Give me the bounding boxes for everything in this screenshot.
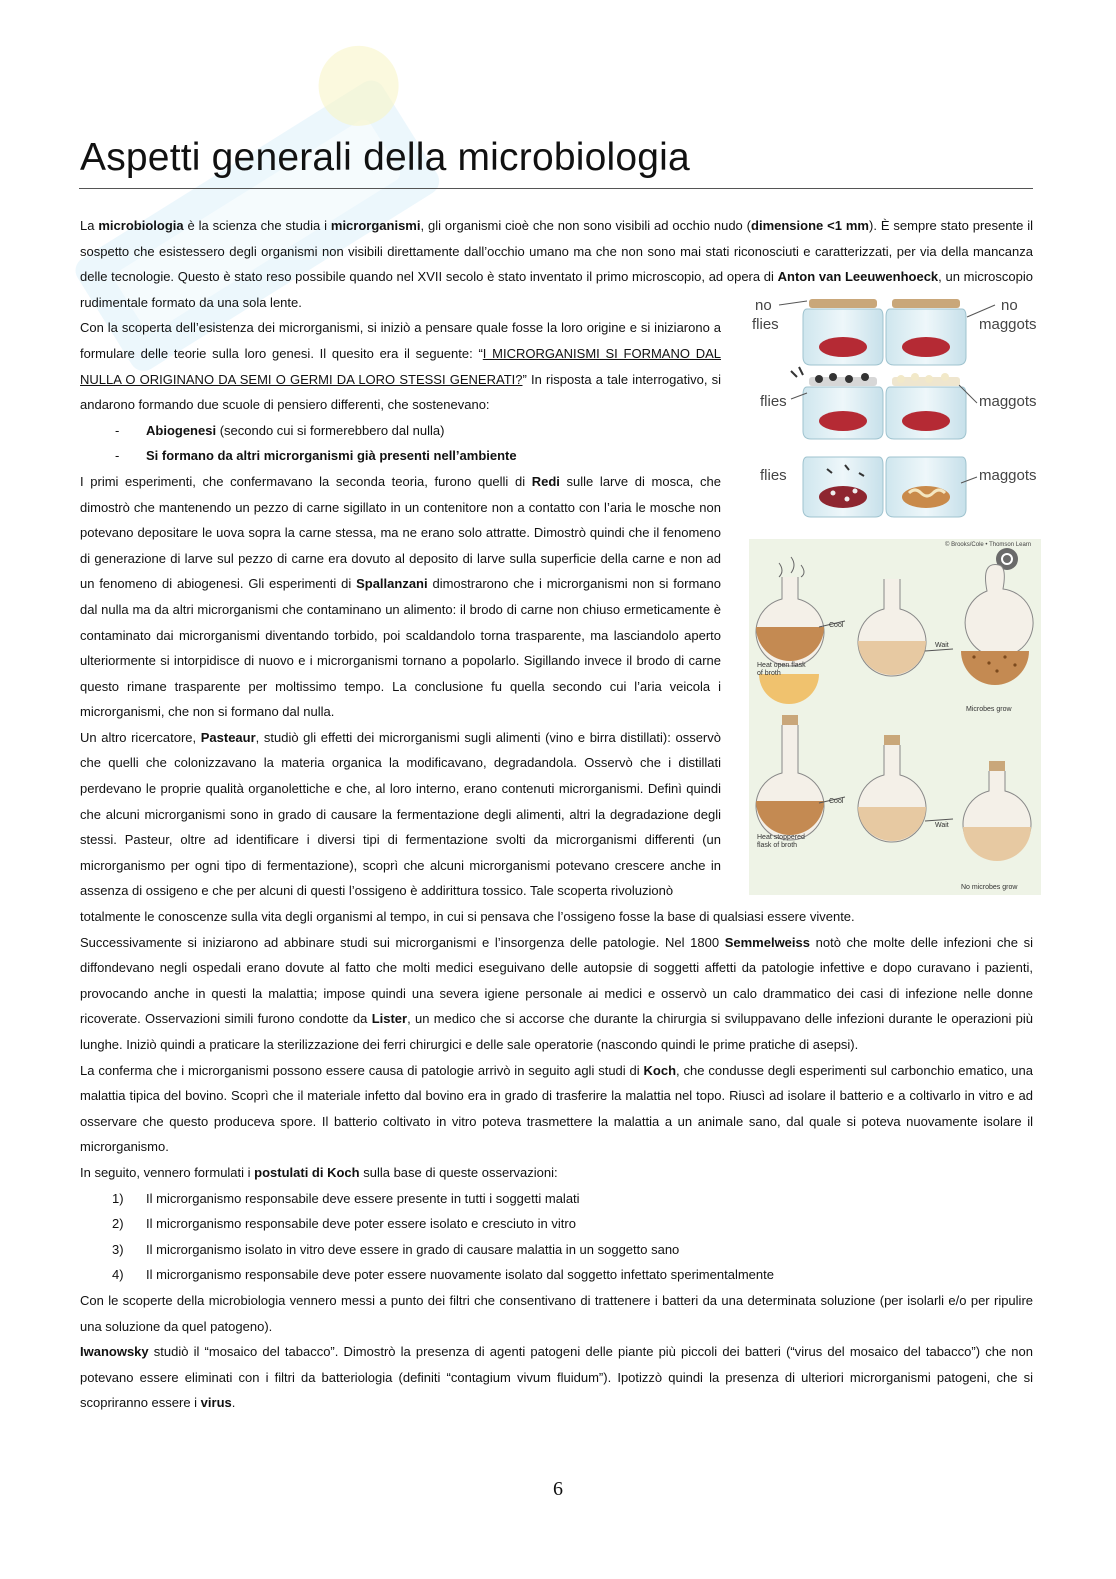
paragraph [80, 1160, 1033, 1186]
text-run: notò che molte delle infezioni che si diffondevano negli ospedali erano dovute al fatto che molti medici eseguivano delle autopsie di soggetti affetti da patologie infettive e dopo curavano i pazienti, provocando anche in questi la malattia; impose quindi una severa igiene personale ai medici e osservò un calo drammatico dei casi di infezione nelle donne ricoverate. Osservazioni simili furono condotte da [80, 934, 1033, 1027]
label-wait: Wait [935, 822, 949, 829]
paragraph [80, 315, 721, 417]
label-cool: Cool [829, 622, 844, 629]
text-run: Con le scoperte della microbiologia vennero messi a punto dei filtri che consentivano di trattenere i batteri da una determinata soluzione (per isolarli e/o per ripulire una soluzione da quel patogeno). [80, 1292, 1033, 1334]
paragraph [80, 1339, 1033, 1416]
bold-term: Pasteaur [200, 729, 256, 745]
bold-term: Abiogenesi [146, 422, 217, 438]
text-run: totalmente le conoscenze sulla vita degli organismi al tempo, in cui si pensava che l’ossigeno fosse la base di qualsiasi essere vivente. [80, 909, 855, 925]
label-no-maggots: no [1001, 297, 1018, 314]
text-run: studiò il “mosaico del tabacco”. Dimostrò la presenza di agenti patogeni delle piante più piccoli dei batteri (“virus del mosaico del tabacco”) che non potevano essere eliminati con i filtri da batteriologia (definiti “contagium vivum fluidum”). Ipotizzò quindi la presenza di ulteriori microrganismi patogeni, che si scopriranno essere i [80, 1344, 1033, 1411]
text-run: ” In risposta a tale interrogativo, si andarono formando due scuole di pensiero differenti, che sostenevano: [80, 371, 721, 413]
label-no-flies: no [755, 297, 772, 314]
bold-term: Lister [371, 1011, 408, 1027]
label-microbes-grow: Microbes grow [966, 706, 1012, 713]
pasteur-experiment-figure [749, 539, 1041, 895]
jar-row-open-flies [791, 367, 966, 439]
underlined-text: I MICRORGANISMI SI FORMANO DAL NULLA O ORIGINANO DA SEMI O GERMI DA LORO STESSI GENERATI? [80, 345, 721, 387]
label-heat-open-flask: of broth [757, 670, 781, 677]
paragraph [80, 930, 1033, 1058]
label-no-flies: flies [752, 316, 779, 333]
page-title: Aspetti generali della microbiologia [80, 136, 690, 179]
list-text: Il microrganismo responsabile deve essere presente in tutti i soggetti malati [146, 1190, 580, 1206]
paragraph [80, 1058, 1033, 1160]
bold-term: Redi [531, 473, 560, 489]
paragraph [80, 1288, 1033, 1339]
list-number: 4) [112, 1267, 124, 1283]
text-run: Successivamente si iniziarono ad abbinare studi sui microrganismi e l’insorgenza delle patologie. Nel 1800 [80, 934, 725, 950]
bold-term: postulati di Koch [254, 1164, 360, 1180]
list-item [80, 1237, 1033, 1263]
label-maggots: maggots [979, 393, 1037, 410]
label-heat-stoppered-flask: Heat stoppered [757, 834, 805, 841]
text-run: è la scienza che studia i [183, 218, 331, 233]
label-no-maggots: maggots [979, 316, 1037, 333]
list-item [80, 443, 721, 469]
bold-term: Koch [643, 1062, 677, 1078]
bold-term: Iwanowsky [80, 1344, 149, 1360]
text-run: La conferma che i microrganismi possono essere causa di patologie arrivò in seguito agli studi di [80, 1062, 644, 1078]
text-run: , gli organismi cioè che non sono visibili ad occhio nudo ( [420, 218, 752, 233]
paragraph [80, 469, 721, 725]
list-text: Il microrganismo responsabile deve poter essere nuovamente isolato dal soggetto infettato sperimentalmente [146, 1267, 774, 1283]
list-item [80, 1186, 1033, 1212]
koch-postulates-list [80, 1186, 1033, 1288]
list-item [80, 1262, 1033, 1288]
label-heat-stoppered-flask: flask of broth [757, 842, 798, 849]
label-maggots: maggots [979, 467, 1037, 484]
bold-term: Si formano da altri microrganismi già presenti nell’ambiente [146, 448, 517, 464]
text-run: I primi esperimenti, che confermavano la seconda teoria, furono quelli di [80, 473, 532, 489]
label-flies: flies [760, 467, 787, 484]
title-rule [79, 188, 1033, 189]
bold-term: Semmelweiss [724, 934, 810, 950]
text-run: . [231, 1395, 236, 1411]
paragraph [80, 904, 1033, 930]
list-item [80, 418, 721, 444]
text-run: In seguito, vennero formulati i [80, 1164, 255, 1180]
list-number: 1) [112, 1190, 124, 1206]
page-number: 6 [553, 1478, 563, 1500]
figure-column [749, 293, 1041, 895]
bold-term: Anton van Leeuwenhoeck [777, 269, 939, 285]
redi-experiment-figure [749, 293, 1041, 525]
figure-credit: © Brooks/Cole • Thomson Learn [945, 542, 1032, 548]
list-item [80, 1211, 1033, 1237]
jar-row-sealed [803, 299, 966, 365]
label-cool: Cool [829, 798, 844, 805]
list-text: Il microrganismo isolato in vitro deve essere in grado di causare malattia in un soggetto sano [146, 1241, 680, 1257]
text-run: , che condusse degli esperimenti sul carbonchio ematico, una malattia tipica del bovino. Scoprì che il materiale infetto dal bovino era in grado di trasferire la malattia nel topo. Riuscì ad isolare il batterio e a coltivarlo in vitro e ad osservare che questo produceva spore. Il batterio coltivato in vitro poteva trasmettere la malattia a un animale sano, dal quale si poteva nuovamente isolare il microrganismo. [80, 1062, 1033, 1155]
jar-row-open [803, 457, 966, 517]
list-text: Il microrganismo responsabile deve poter essere isolato e cresciuto in vitro [146, 1216, 576, 1232]
text-run: La [80, 218, 99, 233]
label-flies: flies [760, 393, 787, 410]
text-run: dimostrarono che i microrganismi non si formano dal nulla ma da altri microrganismi che contaminano un alimento: il brodo di carne non chiuso ermeticamente è contaminato dai microrganismi diventando torbido, poi scaldandolo torna trasparente, ma lasciandolo aperto ulteriormente si intorpidisce di nuovo e i microrganismi tornano a popolarlo. Sigillando invece il brodo di carne questo rimane trasparente per moltissimo tempo. La conclusione fu quella secondo cui l’aria veicola i microrganismi, che non si formano dal nulla. [80, 576, 721, 720]
text-run: , un microscopio rudimentale formato da una sola lente. [80, 269, 1033, 310]
bold-term: Spallanzani [356, 576, 428, 592]
text-run: Con la scoperta dell’esistenza dei microrganismi, si iniziò a pensare quale fosse la loro origine e si iniziarono a formulare delle teorie sulla loro genesi. Il quesito era il seguente: “ [80, 320, 721, 361]
bold-term: dimensione <1 mm [751, 218, 869, 233]
list-number: 2) [112, 1216, 124, 1232]
text-run: , un medico che si accorse che durante la chirurgia si sviluppavano delle infezioni durante le operazioni più lunghe. Iniziò quindi a praticare la sterilizzazione dei ferri chirurgici e delle sale operatorie (nascondo quindi le prime pratiche di asepsi). [80, 1011, 1033, 1052]
bold-term: microbiologia [98, 218, 184, 233]
bold-term: virus [200, 1395, 232, 1411]
text-run: Un altro ricercatore, [80, 729, 201, 745]
text-run: ). È sempre stato presente il sospetto che esistessero degli organismi non visibili direttamente dall’occhio umano ma che non sono mai stati riconosciuti e caratterizzati, per via della mancanza delle tecnologie. Questo è stato reso possibile quando nel XVII secolo è stato inventato il primo microscopio, ad opera di [80, 218, 1034, 285]
hypotheses-list [80, 418, 721, 469]
text-run: , studiò gli effetti dei microrganismi sugli alimenti (vino e birra distillati): osservò che quelli che colonizzavano la materia organica la modificavano, degradandola. Osservò che i distillati perdevano le proprie qualità organolettiche e che, al loro interno, erano contenuti microrganismi. Definì quindi che alcuni microrganismi sono in grado di causare la fermentazione degli alimenti, altri la degradazione degli stessi. Pasteur, oltre ad identificare i diversi tipi di fermentazione svolti da microrganismi differenti (un microrganismo per ogni tipo di fermentazione), scoprì che alcuni microrganismi potevano crescere anche in assenza di ossigeno e che per alcuni di questi l’ossigeno è addirittura tossico. Tale scoperta rivoluzionò [80, 729, 721, 899]
text-run: sulla base di queste osservazioni: [359, 1164, 558, 1180]
paragraph [80, 725, 721, 904]
label-wait: Wait [935, 642, 949, 649]
label-no-microbes-grow: No microbes grow [961, 884, 1018, 891]
narrow-column [80, 315, 721, 904]
label-heat-open-flask: Heat open flask [757, 662, 806, 669]
text-run: (secondo cui si formerebbero dal nulla) [216, 422, 445, 438]
list-number: 3) [112, 1241, 124, 1257]
bold-term: microrganismi [330, 218, 421, 233]
text-run: sulle larve di mosca, che dimostrò che mantenendo un pezzo di carne sigillato in un contenitore non a contatto con l’aria le mosche non potevano depositare le uova sopra la carne stessa, ma ne erano solo attratte. Dimostrò quindi che il fenomeno di generazione di larve sul pezzo di carne era dovuto al deposito di larve sulla superficie della carne e non ad un fenomeno di abiogenesi. Gli esperimenti di [80, 473, 722, 592]
